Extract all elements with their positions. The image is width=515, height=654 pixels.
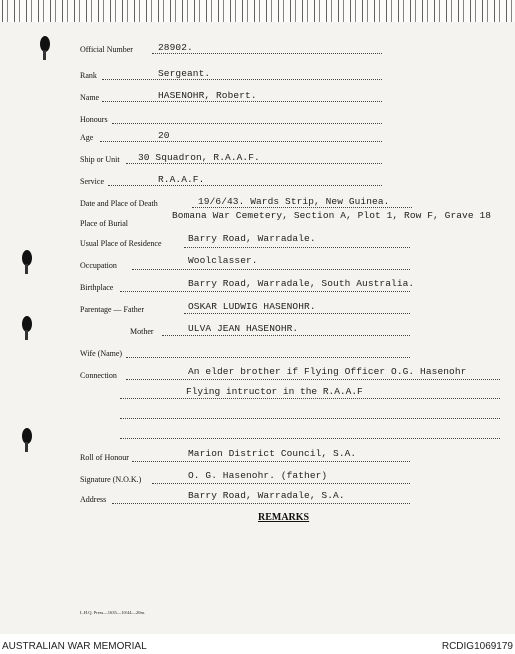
dotted-line (132, 269, 410, 270)
honours-row (80, 110, 380, 126)
connection-label: Connection (80, 371, 117, 380)
date-place-death-label: Date and Place of Death (80, 199, 158, 208)
place-of-burial-value: Bomana War Cemetery, Section A, Plot 1, Row F, Grave 18 (172, 210, 492, 221)
ship-or-unit-row (80, 150, 380, 166)
dotted-line (152, 53, 382, 54)
dotted-line (184, 247, 410, 248)
name-label: Name (80, 93, 100, 102)
ship-or-unit-value: 30 Squadron, R.A.A.F. (138, 152, 260, 163)
punch-hole-icon (40, 36, 50, 52)
dotted-line (126, 357, 410, 358)
occupation-value: Woolclasser. (188, 255, 258, 266)
dotted-line (126, 163, 382, 164)
address-value: Barry Road, Warradale, S.A. (188, 490, 345, 501)
name-value: HASENOHR, Robert. (158, 90, 257, 101)
footer-source: AUSTRALIAN WAR MEMORIAL (2, 641, 147, 652)
birthplace-value: Barry Road, Warradale, South Australia. (188, 278, 415, 289)
age-row (80, 128, 380, 144)
date-place-death-value: 19/6/43. Wards Strip, New Guinea. (198, 196, 390, 207)
rank-value: Sergeant. (158, 68, 211, 79)
official-number-row (80, 40, 380, 56)
dotted-line (184, 313, 410, 314)
occupation-label: Occupation (80, 261, 117, 270)
rank-row (80, 66, 380, 82)
dotted-line (120, 418, 500, 419)
roll-of-honour-row (80, 448, 410, 464)
mother-row (80, 322, 410, 338)
father-row (80, 300, 410, 316)
address-row (80, 490, 410, 506)
punch-hole-icon (22, 428, 32, 444)
age-label: Age (80, 133, 94, 142)
residence-label: Usual Place of Residence (80, 239, 162, 248)
dotted-line (126, 379, 500, 380)
roll-of-honour-value: Marion District Council, S.A. (188, 448, 357, 459)
age-value: 20 (158, 130, 170, 141)
official-number-label: Official Number (80, 45, 133, 54)
wife-label: Wife (Name) (80, 349, 123, 358)
scan-edge (0, 0, 515, 22)
place-of-burial-label: Place of Burial (80, 219, 128, 228)
father-value: OSKAR LUDWIG HASENOHR. (188, 301, 316, 312)
dotted-line (120, 291, 410, 292)
date-place-death-row (80, 194, 410, 210)
wife-row (80, 344, 410, 360)
residence-row (80, 234, 410, 250)
dotted-line (100, 141, 382, 142)
dotted-line (132, 461, 410, 462)
address-label: Address (80, 495, 107, 504)
signature-row (80, 470, 410, 486)
roll-of-honour-label: Roll of Honour (80, 453, 129, 462)
signature-label: Signature (N.O.K.) (80, 475, 142, 484)
residence-value: Barry Road, Warradale. (188, 233, 316, 244)
dotted-line (112, 503, 410, 504)
dotted-line (162, 335, 410, 336)
ship-or-unit-label: Ship or Unit (80, 155, 120, 164)
honours-label: Honours (80, 115, 108, 124)
punch-hole-icon (22, 316, 32, 332)
service-value: R.A.A.F. (158, 174, 205, 185)
dotted-line (152, 483, 410, 484)
name-row (80, 88, 380, 104)
dotted-line (102, 101, 382, 102)
connection-row (80, 366, 500, 382)
occupation-row (80, 256, 410, 272)
official-number-value: 28902. (158, 42, 193, 53)
remarks-heading: REMARKS (258, 512, 310, 523)
service-row (80, 172, 380, 188)
dotted-line (120, 398, 500, 399)
signature-value: O. G. Hasenohr. (father) (188, 470, 328, 481)
punch-hole-icon (22, 250, 32, 266)
printer-imprint: L.H.Q. Press—1635—10/44—20m. (80, 610, 146, 615)
rank-label: Rank (80, 71, 97, 80)
footer-id: RCDIG1069179 (441, 641, 513, 652)
dotted-line (192, 207, 412, 208)
dotted-line (108, 185, 382, 186)
service-label: Service (80, 177, 104, 186)
father-label: Parentage — Father (80, 305, 144, 314)
dotted-line (112, 123, 382, 124)
dotted-line (120, 438, 500, 439)
connection-value-line2: Flying intructor in the R.A.A.F (186, 386, 363, 397)
mother-value: ULVA JEAN HASENOHR. (188, 323, 299, 334)
archive-footer (0, 638, 515, 654)
mother-label: Mother (130, 327, 154, 336)
birthplace-label: Birthplace (80, 283, 114, 292)
place-of-burial-row (80, 210, 510, 226)
connection-value: An elder brother if Flying Officer O.G. Hasenohr (188, 366, 467, 377)
birthplace-row (80, 278, 415, 294)
dotted-line (102, 79, 382, 80)
